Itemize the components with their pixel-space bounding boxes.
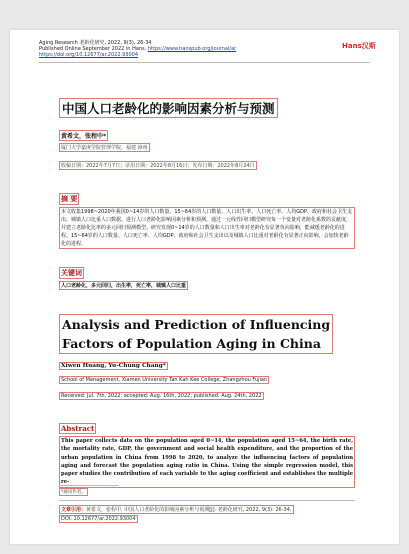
abstract-heading-cn: 摘 要 [61,195,78,203]
published-label: Published Online September 2022 in Hans. [39,46,147,52]
citation-label: 文章引用： [61,507,87,513]
authors-en: Xiwen Huang, Yu-Chung Chang* [61,363,166,369]
hans-brand-logo: Hans汉斯 [342,42,376,50]
keywords-cn: 人口老龄化，多元回归，出生率，死亡率，城镇人口比重 [61,283,187,289]
affiliation-cn: 厦门大学嘉庚学院管理学院，福建 漳州 [61,145,148,151]
doi-line [39,52,138,58]
footnote: *通讯作者。 [61,490,86,495]
footnote-divider [59,485,119,486]
authors-cn: 黄希文，张程中* [59,130,108,141]
affiliation-en: School of Management, Xiamen University Tan Kah Kee College, Zhangzhou Fujian [61,377,268,383]
title-en-line1: Analysis and Prediction of Influencing [62,317,331,332]
paper-page [10,30,399,544]
header-divider [39,62,370,63]
dates-cn: 收稿日期：2022年7月7日；录用日期：2022年8月16日；发布日期：2022年8月24日 [61,163,255,169]
title-en-line2: Factors of Population Aging in China [62,336,321,351]
page-title-cn: 中国人口老龄化的影响因素分析与预测 [59,98,278,118]
citation-doi[interactable]: DOI: 10.12677/ar.2022.93004 [61,516,136,522]
journal-link[interactable]: https://www.hanspub.org/journal/ar [147,46,237,52]
doi-link[interactable]: https://doi.org/10.12677/ar.2022.93004 [39,52,139,58]
journal-line: Aging Research 老龄化研究, 2022, 9(3), 26-34 [39,40,152,46]
keywords-heading-cn: 关键词 [61,269,82,277]
dates-en: Received: Jul. 7th, 2022; accepted: Aug. 16th, 2022; published: Aug. 24th, 2022 [61,393,262,399]
citation-divider [59,500,355,501]
abstract-cn: 本文收集1998~2020年我国0~14岁的人口数量、15~64岁的人口数量、人口出生率、人口死亡率、人均GDP、政府和社会卫生支出、城镇人口比重人口数据。进行人口老龄化影响因素分析和预测。通过一元线性回归模型研究每一个变量对老龄化系数的贡献度，并建立老龄化比率的多元回归预测模型。研究发现0~14岁的人口数量和人口出生率对老龄化有显著负向影响，能减缓老龄化的进程。15~64岁的人口数量、人口死亡率、人均GDP、政府和社会卫生支出以及城镇人口比重对老龄化有显著正向影响，会加快老龄化的进程。 [59,207,355,249]
abstract-en: This paper collects data on the population aged 0~14, the population aged 15~64, the birth rate, the mortality rate, GDP, the government and social health expenditure, and the proportion of the urban population in China from 1998 to 2020, to analyze the influencing factors of population aging and forecast the population aging ratio in China. Using the simple regression model, this paper studies the contribution of each variable to the aging coefficient and establishes the multiple re- [59,436,355,488]
citation-line [59,505,294,514]
abstract-heading-en: Abstract [61,424,95,433]
page-title-en [59,314,333,354]
citation-text: 黄希文，张程中. 中国人口老龄化的影响因素分析与预测[J]. 老龄化研究, 2022, 9(3): 26-34. [86,507,292,513]
